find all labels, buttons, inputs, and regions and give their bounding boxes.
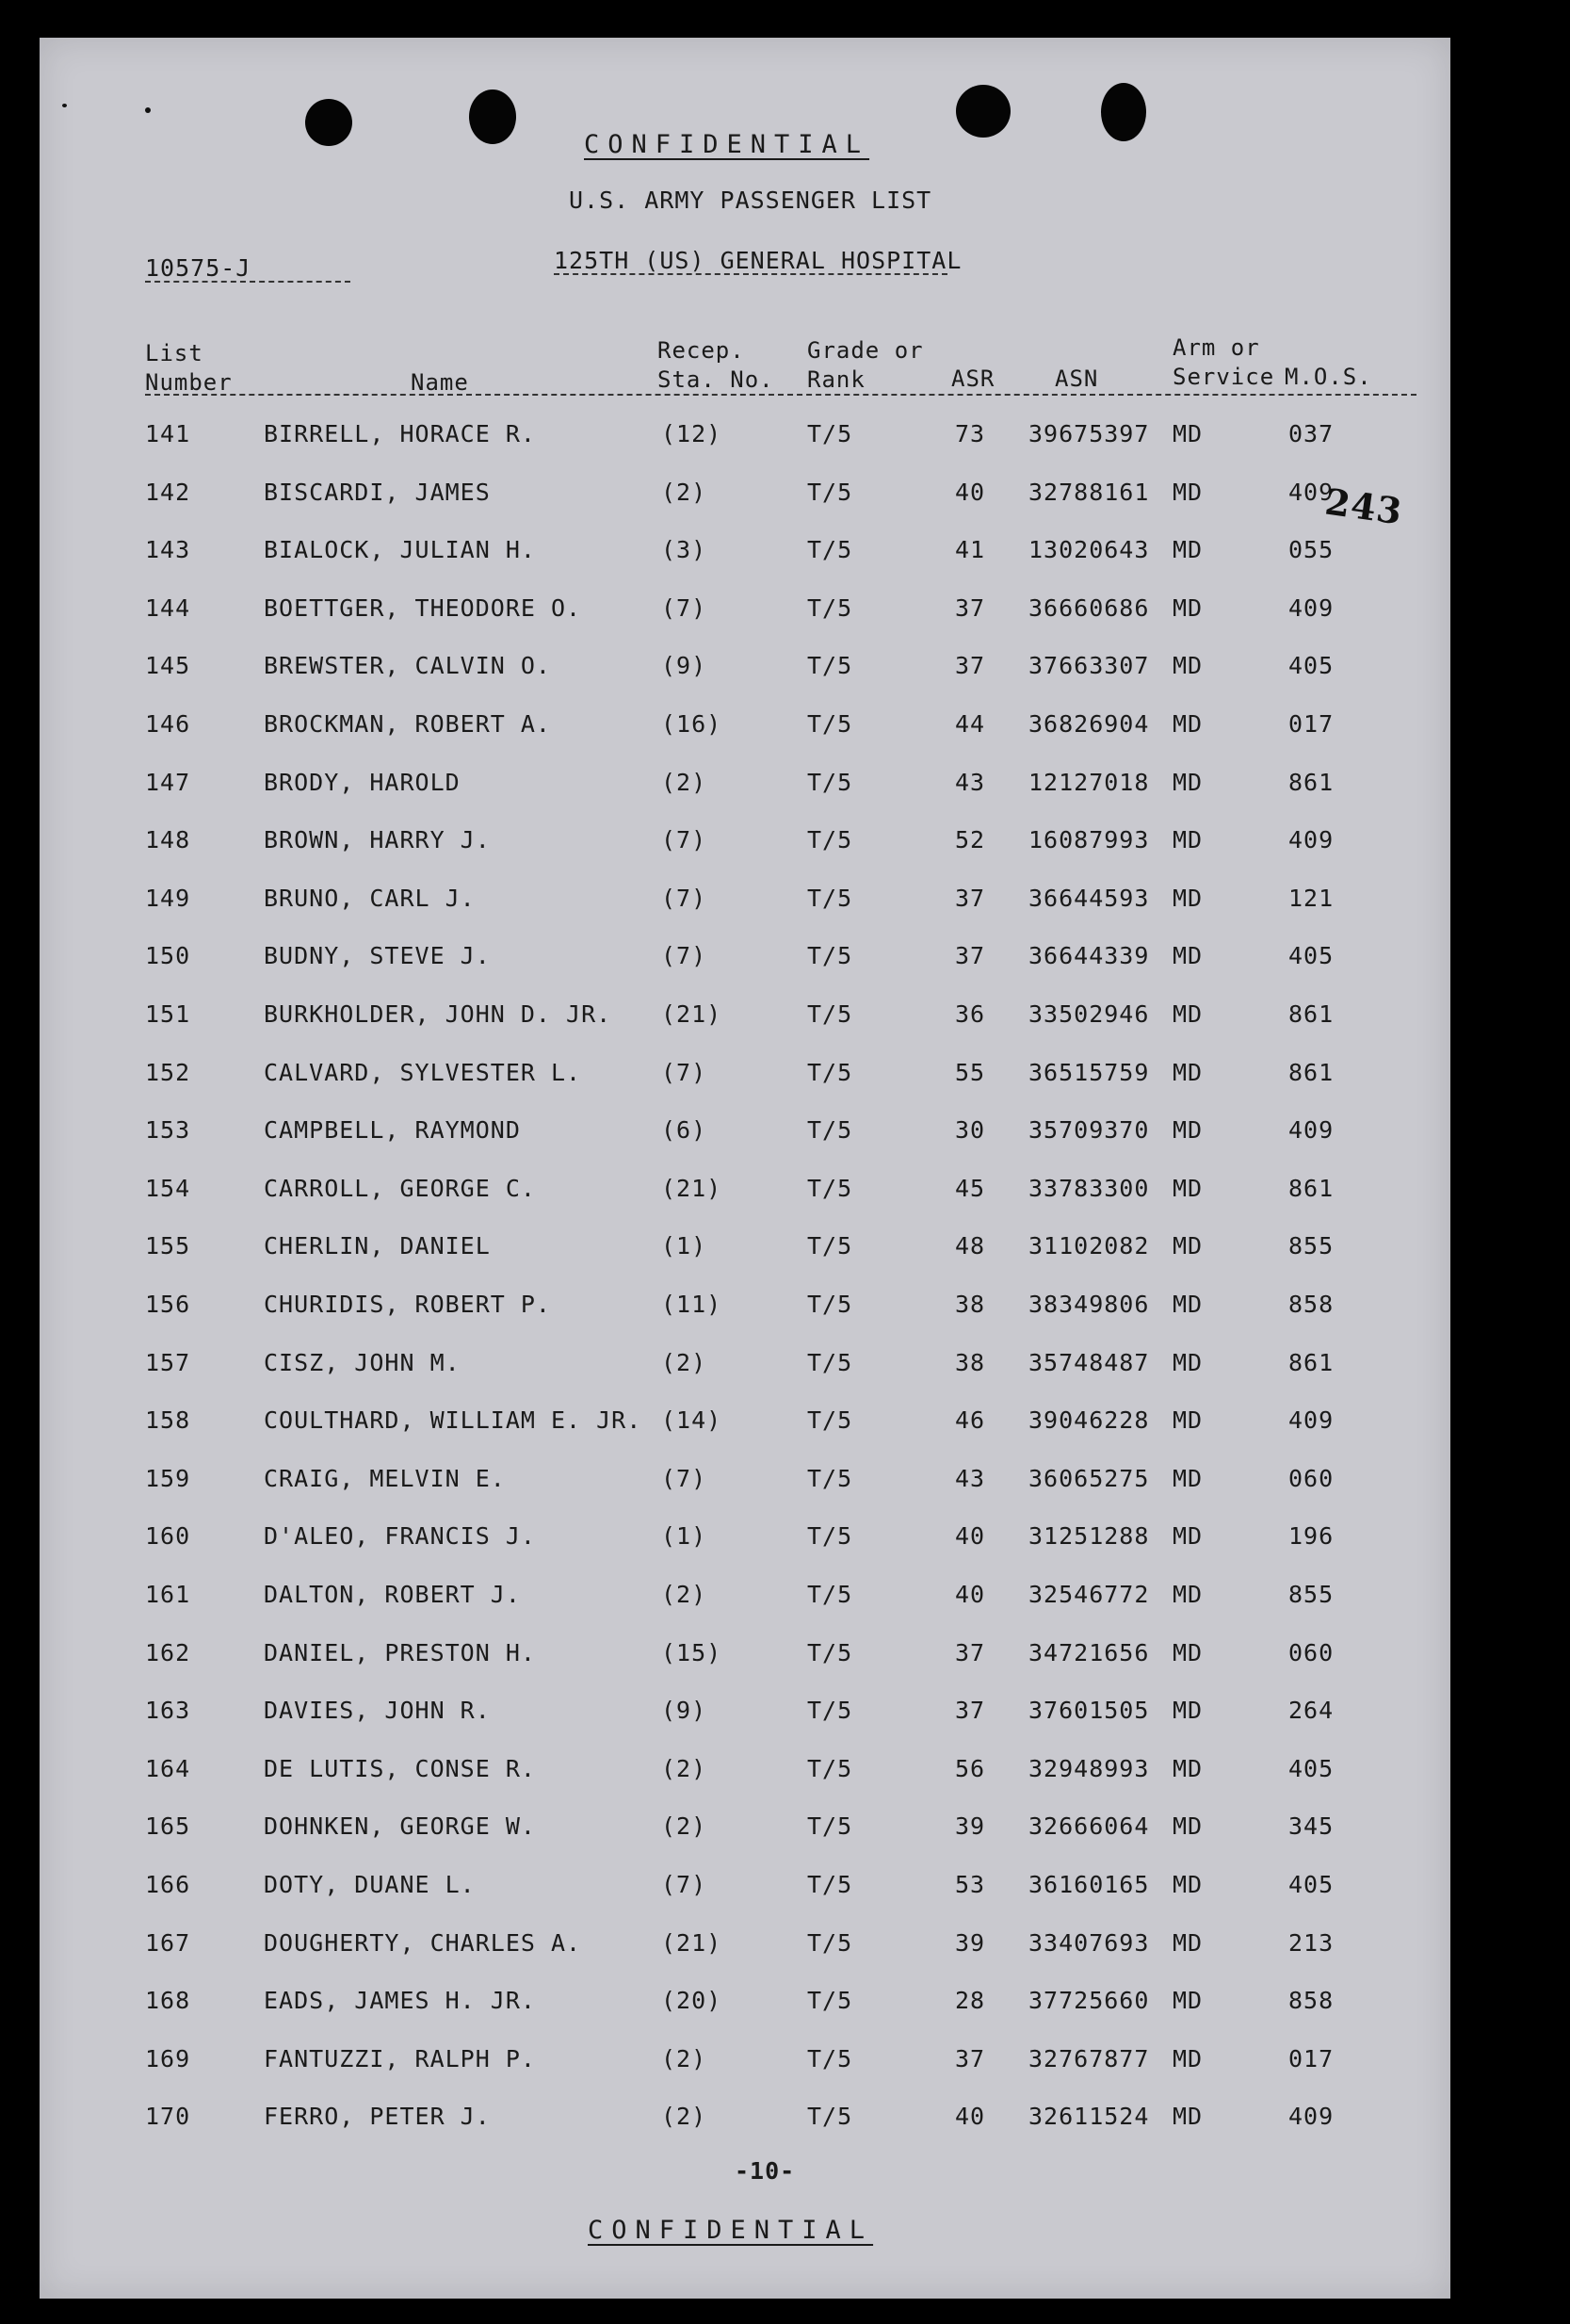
row-arm-or-service: MD [1173,1581,1204,1608]
row-list-number: 164 [145,1754,191,1782]
row-asn: 37601505 [1028,1697,1150,1725]
row-recep-sta-no: (1) [661,1522,707,1551]
row-name: BRODY, HAROLD [264,768,461,796]
column-header-list-number: List Number [145,340,233,396]
row-recep-sta-no: (21) [661,1928,722,1957]
row-grade: T/5 [807,2103,853,2131]
row-recep-sta-no: (2) [661,1348,707,1376]
unit-underline [554,273,947,275]
row-arm-or-service: MD [1173,1928,1204,1957]
column-header-grade-or-rank: Grade or Rank [807,337,924,393]
row-name: DANIEL, PRESTON H. [264,1638,536,1666]
row-grade: T/5 [807,420,853,447]
row-asr: 53 [955,1871,986,1898]
confidential-header: CONFIDENTIAL [584,130,870,159]
row-asn: 12127018 [1028,768,1150,796]
row-name: DALTON, ROBERT J. [264,1581,521,1608]
row-asr: 38 [955,1291,986,1318]
row-mos: 060 [1288,1638,1335,1666]
row-list-number: 156 [145,1291,191,1318]
row-mos: 861 [1288,1000,1335,1028]
row-recep-sta-no: (7) [661,1464,707,1492]
row-list-number: 150 [145,942,191,970]
row-name: BROCKMAN, ROBERT A. [264,710,551,738]
row-asr: 45 [955,1174,986,1202]
row-list-number: 149 [145,884,191,912]
row-asr: 40 [955,2103,986,2131]
row-list-number: 159 [145,1464,191,1492]
row-mos: 861 [1288,1058,1335,1086]
row-arm-or-service: MD [1173,420,1204,447]
row-asn: 37663307 [1028,652,1150,680]
row-mos: 121 [1288,884,1335,912]
row-asr: 56 [955,1754,986,1782]
row-asn: 36515759 [1028,1058,1150,1086]
row-grade: T/5 [807,1697,853,1725]
row-recep-sta-no: (2) [661,1812,707,1841]
row-recep-sta-no: (9) [661,1697,707,1725]
row-mos: 861 [1288,1348,1335,1376]
row-asr: 52 [955,826,986,854]
row-arm-or-service: MD [1173,478,1204,506]
row-asr: 41 [955,536,986,564]
row-list-number: 165 [145,1812,191,1841]
row-asr: 40 [955,478,986,506]
row-recep-sta-no: (7) [661,826,707,854]
row-mos: 405 [1288,1754,1335,1782]
row-grade: T/5 [807,1291,853,1318]
row-arm-or-service: MD [1173,1348,1204,1376]
row-arm-or-service: MD [1173,1522,1204,1551]
row-name: CRAIG, MELVIN E. [264,1464,506,1492]
row-name: DE LUTIS, CONSE R. [264,1754,536,1782]
row-grade: T/5 [807,1000,853,1028]
row-mos: 409 [1288,593,1335,622]
column-header-recep-sta-no: Recep. Sta. No. [657,337,774,393]
page-number: -10- [735,2157,796,2185]
row-name: DOTY, DUANE L. [264,1871,476,1898]
row-name: CHURIDIS, ROBERT P. [264,1291,551,1318]
reference-number: 10575-J [145,254,251,282]
row-asn: 35748487 [1028,1348,1150,1376]
row-asr: 37 [955,1638,986,1666]
row-asn: 36160165 [1028,1871,1150,1898]
row-grade: T/5 [807,1812,853,1841]
row-name: DOHNKEN, GEORGE W. [264,1812,536,1841]
row-asn: 32767877 [1028,2044,1150,2072]
row-mos: 858 [1288,1987,1335,2015]
row-arm-or-service: MD [1173,884,1204,912]
row-list-number: 155 [145,1232,191,1260]
row-asr: 36 [955,1000,986,1028]
row-asr: 30 [955,1116,986,1145]
row-asr: 40 [955,1581,986,1608]
row-recep-sta-no: (6) [661,1116,707,1145]
document-page [40,38,1450,2299]
row-arm-or-service: MD [1173,1058,1204,1086]
row-name: CALVARD, SYLVESTER L. [264,1058,582,1086]
row-recep-sta-no: (21) [661,1000,722,1028]
row-recep-sta-no: (7) [661,942,707,970]
row-arm-or-service: MD [1173,1464,1204,1492]
row-name: FERRO, PETER J. [264,2103,491,2131]
row-arm-or-service: MD [1173,652,1204,680]
row-mos: 264 [1288,1697,1335,1725]
row-list-number: 158 [145,1406,191,1435]
row-asr: 40 [955,1522,986,1551]
row-name: BOETTGER, THEODORE O. [264,593,582,622]
row-asn: 13020643 [1028,536,1150,564]
row-recep-sta-no: (20) [661,1987,722,2015]
row-list-number: 147 [145,768,191,796]
column-header-asn: ASN [1055,366,1099,392]
row-recep-sta-no: (2) [661,1754,707,1782]
document-title: U.S. ARMY PASSENGER LIST [569,187,932,214]
row-grade: T/5 [807,1638,853,1666]
row-grade: T/5 [807,536,853,564]
row-grade: T/5 [807,1754,853,1782]
row-name: CARROLL, GEORGE C. [264,1174,536,1202]
row-mos: 409 [1288,826,1335,854]
row-arm-or-service: MD [1173,1232,1204,1260]
row-list-number: 167 [145,1928,191,1957]
row-name: BUDNY, STEVE J. [264,942,491,970]
row-mos: 196 [1288,1522,1335,1551]
row-name: BISCARDI, JAMES [264,478,491,506]
row-list-number: 166 [145,1871,191,1898]
row-recep-sta-no: (16) [661,710,722,738]
row-grade: T/5 [807,1174,853,1202]
row-recep-sta-no: (3) [661,536,707,564]
row-list-number: 141 [145,420,191,447]
row-grade: T/5 [807,652,853,680]
row-list-number: 154 [145,1174,191,1202]
row-list-number: 143 [145,536,191,564]
row-mos: 409 [1288,2103,1335,2131]
row-name: CAMPBELL, RAYMOND [264,1116,521,1145]
row-asr: 43 [955,1464,986,1492]
row-recep-sta-no: (7) [661,593,707,622]
row-list-number: 142 [145,478,191,506]
reference-underline [145,281,350,283]
row-arm-or-service: MD [1173,1116,1204,1145]
row-mos: 037 [1288,420,1335,447]
row-asr: 37 [955,942,986,970]
row-recep-sta-no: (1) [661,1232,707,1260]
row-arm-or-service: MD [1173,710,1204,738]
row-list-number: 162 [145,1638,191,1666]
row-name: BROWN, HARRY J. [264,826,491,854]
row-recep-sta-no: (12) [661,420,722,447]
row-asn: 36065275 [1028,1464,1150,1492]
row-asr: 37 [955,1697,986,1725]
row-arm-or-service: MD [1173,2103,1204,2131]
row-grade: T/5 [807,478,853,506]
handwritten-annotation: 243 [1322,479,1406,533]
row-recep-sta-no: (9) [661,652,707,680]
row-asr: 44 [955,710,986,738]
row-arm-or-service: MD [1173,536,1204,564]
row-name: COULTHARD, WILLIAM E. JR. [264,1406,642,1435]
row-name: BIALOCK, JULIAN H. [264,536,536,564]
row-grade: T/5 [807,1406,853,1435]
punch-hole [469,89,516,144]
column-header-asr: ASR [951,366,995,392]
row-recep-sta-no: (7) [661,1058,707,1086]
row-list-number: 168 [145,1987,191,2015]
row-arm-or-service: MD [1173,593,1204,622]
row-asn: 36826904 [1028,710,1150,738]
row-asr: 28 [955,1987,986,2015]
row-arm-or-service: MD [1173,1406,1204,1435]
row-asn: 36644339 [1028,942,1150,970]
row-list-number: 170 [145,2103,191,2131]
row-mos: 855 [1288,1232,1335,1260]
row-recep-sta-no: (2) [661,1581,707,1608]
row-list-number: 152 [145,1058,191,1086]
row-name: D'ALEO, FRANCIS J. [264,1522,536,1551]
row-asr: 39 [955,1928,986,1957]
row-arm-or-service: MD [1173,1291,1204,1318]
row-asn: 33407693 [1028,1928,1150,1957]
row-grade: T/5 [807,1581,853,1608]
column-header-mos: M.O.S. [1285,364,1372,390]
row-mos: 405 [1288,1871,1335,1898]
row-recep-sta-no: (2) [661,2044,707,2072]
row-recep-sta-no: (14) [661,1406,722,1435]
row-asn: 31102082 [1028,1232,1150,1260]
row-mos: 409 [1288,1406,1335,1435]
row-asr: 38 [955,1348,986,1376]
row-asr: 37 [955,2044,986,2072]
row-asr: 46 [955,1406,986,1435]
row-name: CISZ, JOHN M. [264,1348,461,1376]
row-name: BIRRELL, HORACE R. [264,420,536,447]
row-grade: T/5 [807,884,853,912]
column-header-underline [145,394,1416,396]
row-recep-sta-no: (15) [661,1638,722,1666]
paper-speck [62,104,67,107]
row-recep-sta-no: (11) [661,1291,722,1318]
row-asn: 16087993 [1028,826,1150,854]
row-arm-or-service: MD [1173,1754,1204,1782]
row-list-number: 169 [145,2044,191,2072]
row-mos: 405 [1288,942,1335,970]
row-asn: 37725660 [1028,1987,1150,2015]
row-asr: 39 [955,1812,986,1841]
row-arm-or-service: MD [1173,1638,1204,1666]
row-asn: 39046228 [1028,1406,1150,1435]
row-list-number: 148 [145,826,191,854]
row-asn: 32666064 [1028,1812,1150,1841]
row-asr: 73 [955,420,986,447]
row-asn: 32948993 [1028,1754,1150,1782]
row-asn: 32611524 [1028,2103,1150,2131]
row-grade: T/5 [807,1987,853,2015]
confidential-footer: CONFIDENTIAL [588,2216,874,2245]
row-arm-or-service: MD [1173,1987,1204,2015]
punch-hole [1101,83,1146,141]
row-mos: 017 [1288,710,1335,738]
row-name: FANTUZZI, RALPH P. [264,2044,536,2072]
row-grade: T/5 [807,1116,853,1145]
row-asr: 37 [955,593,986,622]
punch-hole [305,99,352,146]
row-mos: 409 [1288,478,1335,506]
row-mos: 060 [1288,1464,1335,1492]
row-asr: 37 [955,652,986,680]
row-list-number: 163 [145,1697,191,1725]
row-list-number: 153 [145,1116,191,1145]
row-mos: 861 [1288,1174,1335,1202]
row-mos: 055 [1288,536,1335,564]
row-asn: 31251288 [1028,1522,1150,1551]
row-name: BURKHOLDER, JOHN D. JR. [264,1000,612,1028]
row-asr: 55 [955,1058,986,1086]
row-recep-sta-no: (7) [661,884,707,912]
row-asr: 37 [955,884,986,912]
row-asn: 38349806 [1028,1291,1150,1318]
row-mos: 213 [1288,1928,1335,1957]
column-header-arm-or-service: Arm or Service [1173,334,1275,390]
row-mos: 017 [1288,2044,1335,2072]
column-header-name: Name [411,369,469,396]
row-arm-or-service: MD [1173,942,1204,970]
row-asn: 39675397 [1028,420,1150,447]
row-asn: 33502946 [1028,1000,1150,1028]
row-asn: 36644593 [1028,884,1150,912]
row-grade: T/5 [807,1522,853,1551]
row-mos: 345 [1288,1812,1335,1841]
row-recep-sta-no: (7) [661,1871,707,1898]
row-arm-or-service: MD [1173,1871,1204,1898]
row-list-number: 146 [145,710,191,738]
row-recep-sta-no: (2) [661,478,707,506]
row-arm-or-service: MD [1173,826,1204,854]
row-mos: 861 [1288,768,1335,796]
row-mos: 858 [1288,1291,1335,1318]
row-asn: 32788161 [1028,478,1150,506]
row-arm-or-service: MD [1173,1697,1204,1725]
row-recep-sta-no: (2) [661,2103,707,2131]
row-arm-or-service: MD [1173,2044,1204,2072]
paper-speck [145,107,151,113]
row-asn: 36660686 [1028,593,1150,622]
row-mos: 855 [1288,1581,1335,1608]
row-name: BRUNO, CARL J. [264,884,476,912]
row-grade: T/5 [807,826,853,854]
row-mos: 405 [1288,652,1335,680]
row-grade: T/5 [807,1348,853,1376]
row-list-number: 145 [145,652,191,680]
row-name: CHERLIN, DANIEL [264,1232,491,1260]
row-name: DOUGHERTY, CHARLES A. [264,1928,582,1957]
row-list-number: 160 [145,1522,191,1551]
row-grade: T/5 [807,710,853,738]
row-grade: T/5 [807,1232,853,1260]
unit-name: 125TH (US) GENERAL HOSPITAL [554,247,963,274]
row-asn: 33783300 [1028,1174,1150,1202]
row-grade: T/5 [807,1058,853,1086]
row-asr: 48 [955,1232,986,1260]
row-grade: T/5 [807,1464,853,1492]
row-grade: T/5 [807,942,853,970]
row-arm-or-service: MD [1173,1812,1204,1841]
row-recep-sta-no: (2) [661,768,707,796]
punch-hole [956,85,1011,138]
row-asn: 34721656 [1028,1638,1150,1666]
row-name: DAVIES, JOHN R. [264,1697,491,1725]
row-arm-or-service: MD [1173,1000,1204,1028]
row-arm-or-service: MD [1173,768,1204,796]
row-grade: T/5 [807,1928,853,1957]
row-list-number: 144 [145,593,191,622]
row-list-number: 151 [145,1000,191,1028]
row-name: EADS, JAMES H. JR. [264,1987,536,2015]
row-asr: 43 [955,768,986,796]
row-mos: 409 [1288,1116,1335,1145]
row-asn: 32546772 [1028,1581,1150,1608]
row-grade: T/5 [807,2044,853,2072]
row-grade: T/5 [807,1871,853,1898]
row-grade: T/5 [807,768,853,796]
row-grade: T/5 [807,593,853,622]
row-name: BREWSTER, CALVIN O. [264,652,551,680]
row-list-number: 157 [145,1348,191,1376]
row-recep-sta-no: (21) [661,1174,722,1202]
row-list-number: 161 [145,1581,191,1608]
row-arm-or-service: MD [1173,1174,1204,1202]
row-asn: 35709370 [1028,1116,1150,1145]
